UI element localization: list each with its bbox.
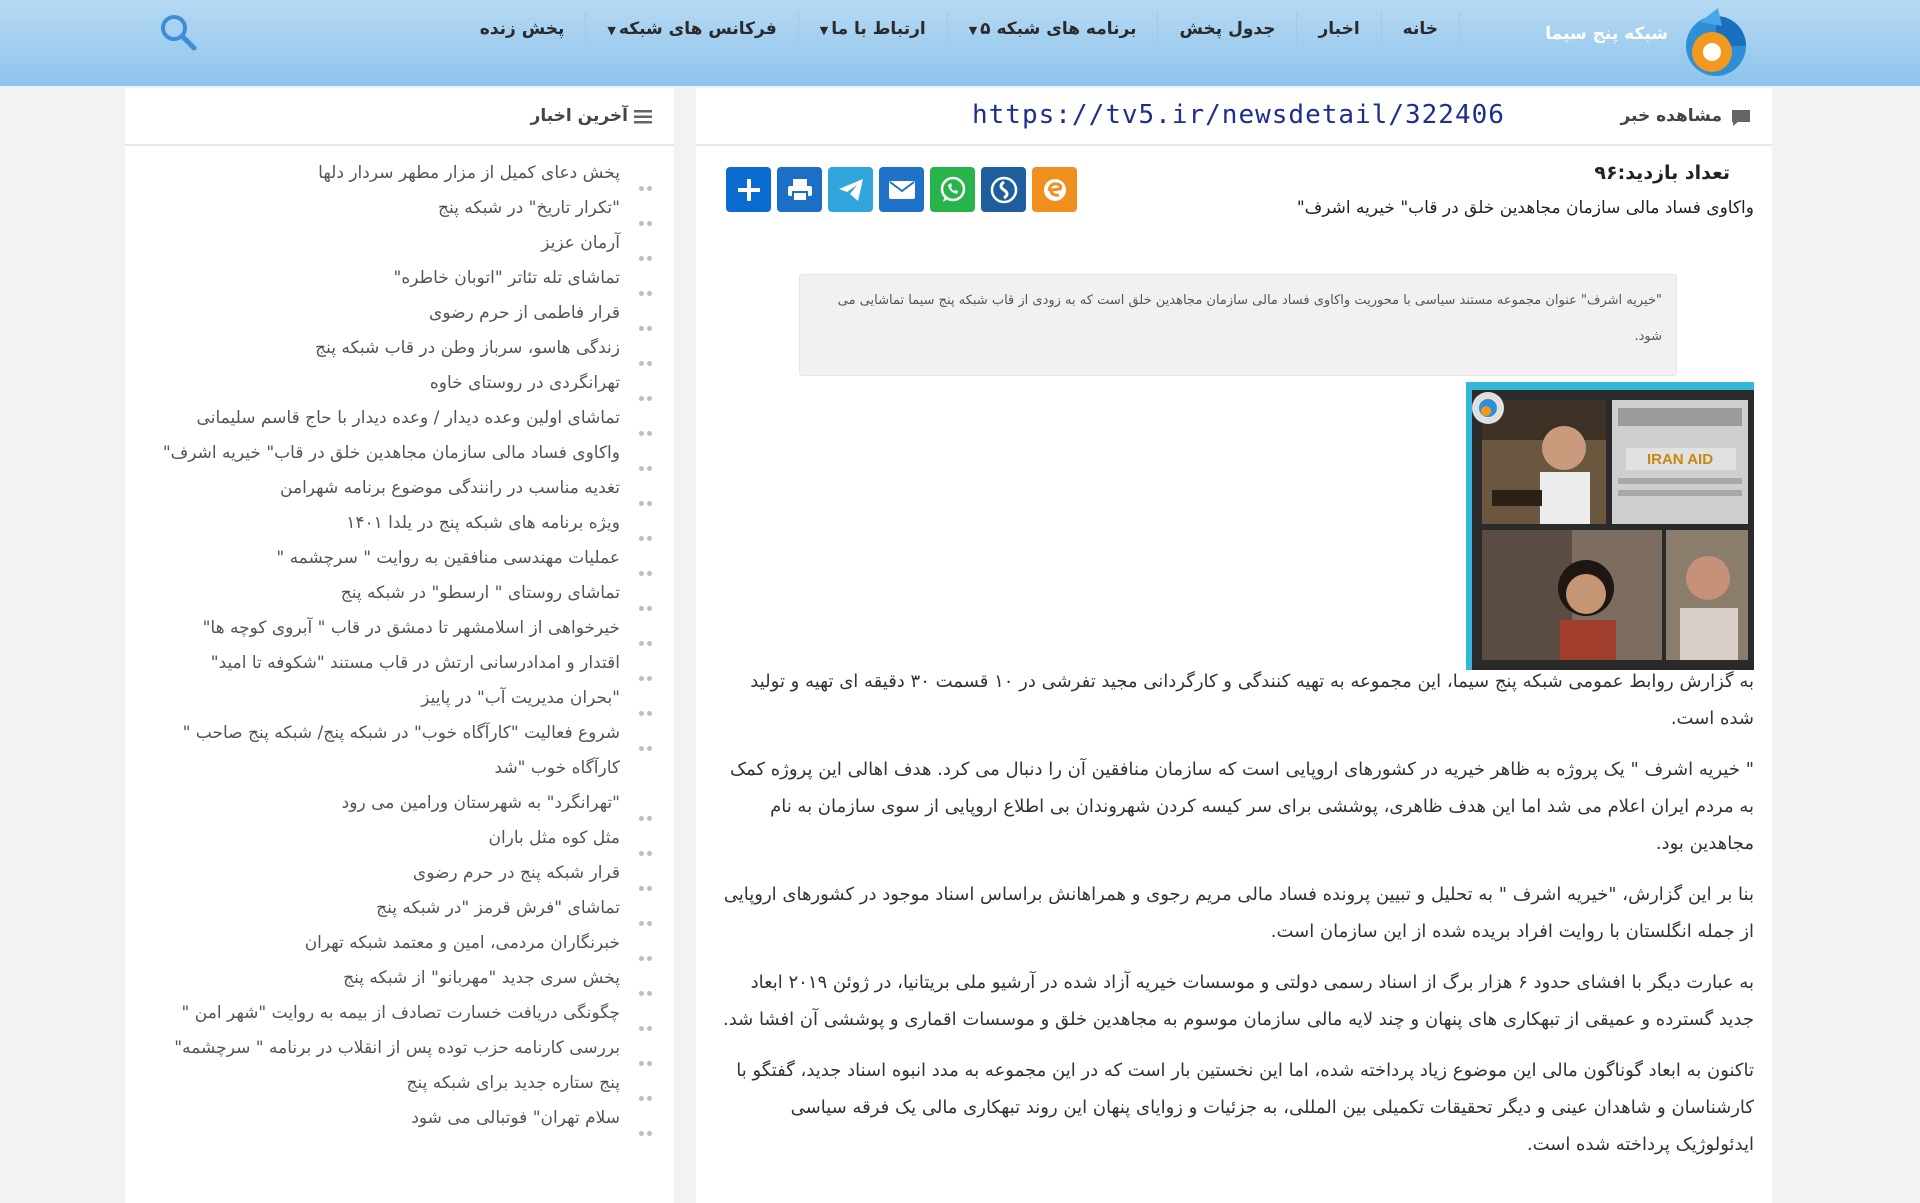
bullet-icon <box>636 834 652 840</box>
visit-count: تعداد بازدید:۹۶ <box>1594 162 1730 184</box>
list-item[interactable] <box>142 646 652 681</box>
news-item-label: پخش دعای کمیل از مزار مطهر سردار دلها <box>318 163 620 183</box>
news-lead: "خیریه اشرف" عنوان مجموعه مستند سیاسی با محوریت واکاوی فساد مالی سازمان مجاهدین خلق است که به زودی از قاب شبکه پنج سیما تماشایی می شود. <box>799 274 1677 376</box>
list-item[interactable] <box>142 926 652 961</box>
bullet-icon <box>636 659 652 665</box>
latest-news-title: آخرین اخبار <box>530 106 628 126</box>
news-item-label: تماشای تله تئاتر "اتوبان خاطره" <box>393 268 620 288</box>
bullet-icon <box>636 869 652 875</box>
news-item-label: قرار شبکه پنج در حرم رضوی <box>412 863 620 883</box>
news-body <box>714 663 1754 1177</box>
news-item-label: اقتدار و امدادرسانی ارتش در قاب مستند "شکوفه تا امید" <box>210 653 620 673</box>
news-item-label: تغدیه مناسب در رانندگی موضوع برنامه شهرامن <box>280 478 620 498</box>
print-share-icon[interactable] <box>777 167 822 212</box>
news-item-label: سلام تهران" فوتبالی می شود <box>411 1108 620 1128</box>
news-item-label: پخش سری جدید "مهربانو" از شبکه پنج <box>343 968 620 988</box>
news-item-label: ویژه برنامه های شبکه پنج در یلدا ۱۴۰۱ <box>346 513 620 533</box>
chevron-down-icon: ▼ <box>607 24 616 37</box>
more-share-icon[interactable] <box>726 167 771 212</box>
latest-news-header <box>125 88 674 146</box>
list-item[interactable] <box>142 541 652 576</box>
news-detail-panel <box>696 88 1772 1203</box>
share-bar <box>726 167 1077 212</box>
list-item[interactable] <box>142 961 652 996</box>
list-item[interactable] <box>142 331 652 366</box>
news-paragraph: به گزارش روابط عمومی شبکه پنج سیما، این مجموعه به تهیه کنندگی و کارگردانی مجید تفرشی در ۱۰ قسمت ۳۰ دقیقه ای تهیه و تولید شده است. <box>750 671 1754 729</box>
chevron-down-icon: ▼ <box>968 24 978 37</box>
latest-news-panel <box>125 88 674 1203</box>
list-item[interactable] <box>142 1066 652 1101</box>
news-item-label: خیرخواهی از اسلامشهر تا دمشق در قاب " آبروی کوچه ها" <box>202 618 620 638</box>
bullet-icon <box>636 904 652 910</box>
news-item-label: "تهرانگرد" به شهرستان ورامین می رود <box>341 793 620 813</box>
bullet-icon <box>636 1114 652 1120</box>
bullet-icon <box>636 344 652 350</box>
news-item-label: قرار فاطمی از حرم رضوی <box>429 303 620 323</box>
latest-news-list <box>142 156 652 1136</box>
news-item-label: "بحران مدیریت آب" در پاییز <box>421 688 620 708</box>
bullet-icon <box>636 799 652 805</box>
soroush-share-icon[interactable] <box>981 167 1026 212</box>
news-item-label: تماشای "فرش قرمز "در شبکه پنج <box>376 898 620 918</box>
bullet-icon <box>636 414 652 420</box>
bullet-icon <box>636 204 652 210</box>
list-item[interactable] <box>142 611 652 646</box>
news-item-label: واکاوی فساد مالی سازمان مجاهدین خلق در قاب" خیریه اشرف" <box>162 443 620 463</box>
news-item-label: تهرانگردی در روستای خاوه <box>429 373 620 393</box>
list-item[interactable] <box>142 366 652 401</box>
nav-contact[interactable]: ارتباط با ما▼ <box>798 12 947 46</box>
photo-caption: IRAN AID <box>1646 451 1714 468</box>
news-item-label: چگونگی دریافت خسارت تصادف از بیمه به روایت "شهر امن " <box>181 1003 620 1023</box>
bullet-icon <box>636 554 652 560</box>
news-paragraph: بنا بر این گزارش، "خیریه اشرف " به تحلیل و تبیین پرونده فساد مالی مریم رجوی و همراهانش براساس اسناد موجود در کشورهای اروپایی از جمله انگلستان با روایت افراد بریده شده از این سازمان است. <box>723 884 1754 942</box>
list-item[interactable] <box>142 156 652 191</box>
list-item[interactable] <box>142 191 652 226</box>
list-item[interactable] <box>142 576 652 611</box>
brand-name[interactable]: شبکه پنج سیما <box>1545 24 1668 44</box>
list-item[interactable] <box>142 681 652 716</box>
list-item[interactable] <box>142 436 652 471</box>
list-item[interactable] <box>142 1031 652 1066</box>
news-paragraph: " خیریه اشرف " یک پروژه به ظاهر خیریه در کشورهای اروپایی است که سازمان منافقین آن را دنبال می کرد. هدف اهالی این پروژه کمک به مردم ایران اعلام می شد اما این هدف ظاهری، پوششی برای سر کیسه کردن شهروندان بی اطلاع اروپایی از سوی سازمان به نام مجاهدین بود. <box>729 759 1754 854</box>
nav-programs[interactable]: برنامه های شبکه ۵▼ <box>947 12 1158 46</box>
news-item-label: عملیات مهندسی منافقین به روایت " سرچشمه " <box>276 548 620 568</box>
bullet-icon <box>636 239 652 245</box>
bullet-icon <box>636 309 652 315</box>
list-item[interactable] <box>142 716 652 786</box>
nav-news[interactable]: اخبار <box>1296 12 1380 46</box>
eitaa-share-icon[interactable] <box>1032 167 1077 212</box>
list-item[interactable] <box>142 996 652 1031</box>
list-item[interactable] <box>142 471 652 506</box>
news-paragraph: به عبارت دیگر با افشای حدود ۶ هزار برگ از اسناد رسمی دولتی و موسسات خیریه آزاد شده در آرشیو ملی بریتانیا، در ژوئن ۲۰۱۹ ابعاد جدید گسترده و عمیقی از تبهکاری های پنهان و چند لایه مالی سازمان موسوم به مجاهدین خلق و موسسات اقماری و پوششی آن افشا شد. <box>722 972 1754 1030</box>
nav-schedule[interactable]: جدول پخش <box>1157 12 1296 46</box>
bullet-icon <box>636 729 652 735</box>
bullet-icon <box>636 274 652 280</box>
main-nav <box>459 12 1460 46</box>
list-item[interactable] <box>142 786 652 821</box>
news-paragraph: تاکنون به ابعاد گوناگون مالی این موضوع زیاد پرداخته شده، اما این نخستین بار است که در این مجموعه به مدد انبوه اسناد جدید، گفتگو با کارشناسان و شاهدان عینی و دیگر تحقیقات تکمیلی بین المللی، به جزئیات و زوایای پنهان این روند تبهکاری مالی یک فرقه سیاسی ایدئولوژیک پرداخته شده است. <box>736 1060 1754 1155</box>
list-item[interactable] <box>142 1101 652 1136</box>
news-item-label: زندگی هاسو، سرباز وطن در قاب شبکه پنج <box>315 338 620 358</box>
news-item-label: آرمان عزیز <box>541 233 620 253</box>
news-item-label: بررسی کارنامه حزب توده پس از انقلاب در برنامه " سرچشمه" <box>174 1038 620 1058</box>
news-item-label: شروع فعالیت "کارآگاه خوب" در شبکه پنج/ شبکه پنج صاحب " کارآگاه خوب "شد <box>182 723 620 778</box>
bullet-icon <box>636 519 652 525</box>
nav-live[interactable]: پخش زنده <box>479 19 565 39</box>
news-item-label: "تکرار تاریخ" در شبکه پنج <box>437 198 620 218</box>
news-detail-title: مشاهده خبر <box>1620 106 1722 126</box>
news-headline: واکاوی فساد مالی سازمان مجاهدین خلق در قاب" خیریه اشرف" <box>1296 198 1754 218</box>
bullet-icon <box>636 484 652 490</box>
bullet-icon <box>636 379 652 385</box>
search-icon[interactable] <box>158 12 198 52</box>
list-item[interactable] <box>142 506 652 541</box>
news-item-label: مثل کوه مثل باران <box>488 828 620 848</box>
list-item[interactable] <box>142 226 652 261</box>
news-url[interactable]: https://tv5.ir/newsdetail/322406 <box>972 100 1505 130</box>
bullet-icon <box>636 694 652 700</box>
telegram-share-icon[interactable] <box>828 167 873 212</box>
bullet-icon <box>636 589 652 595</box>
list-item[interactable] <box>142 821 652 856</box>
comment-icon <box>1730 108 1752 128</box>
list-item[interactable] <box>142 891 652 926</box>
bullet-icon <box>636 1079 652 1085</box>
news-item-label: تماشای اولین وعده دیدار / وعده دیدار با حاج قاسم سلیمانی <box>196 408 620 428</box>
bullet-icon <box>636 974 652 980</box>
news-photo[interactable] <box>1466 382 1754 670</box>
whatsapp-share-icon[interactable] <box>930 167 975 212</box>
news-item-label: خبرنگاران مردمی، امین و معتمد شبکه تهران <box>304 933 620 953</box>
list-item[interactable] <box>142 401 652 436</box>
site-header <box>0 0 1920 86</box>
bullet-icon <box>636 1044 652 1050</box>
network-logo-icon[interactable] <box>1670 2 1752 86</box>
bullet-icon <box>636 939 652 945</box>
bullet-icon <box>636 624 652 630</box>
list-item[interactable] <box>142 261 652 296</box>
nav-frequencies[interactable]: فرکانس های شبکه▼ <box>585 12 797 46</box>
news-item-label: پنج ستاره جدید برای شبکه پنج <box>406 1073 620 1093</box>
list-item[interactable] <box>142 856 652 891</box>
nav-home[interactable]: خانه <box>1381 12 1460 46</box>
bullet-icon <box>636 1009 652 1015</box>
bullet-icon <box>636 449 652 455</box>
news-detail-header <box>696 88 1772 146</box>
menu-icon <box>634 110 652 124</box>
email-share-icon[interactable] <box>879 167 924 212</box>
chevron-down-icon: ▼ <box>819 24 829 37</box>
bullet-icon <box>636 169 652 175</box>
news-item-label: تماشای روستای " ارسطو" در شبکه پنج <box>340 583 620 603</box>
list-item[interactable] <box>142 296 652 331</box>
